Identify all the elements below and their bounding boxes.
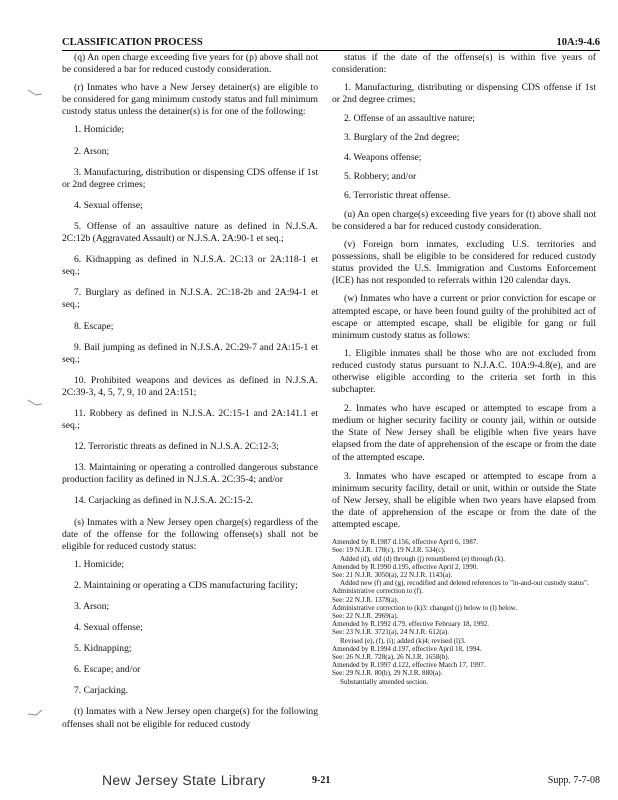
right-paragraph: status if the date of the offense(s) is within five years of consideration:: [332, 52, 596, 76]
left-list-item: 13. Maintaining or operating a controlled dangerous substance production facility as defined in N.J.S.A. 2C:35-4; and/or: [62, 462, 318, 486]
right-paragraph: (u) An open charge(s) exceeding five years for (t) above shall not be considered a bar for reduced custody consideration.: [332, 208, 596, 232]
header-section-title: CLASSIFICATION PROCESS: [62, 37, 203, 48]
right-paragraph: (v) Foreign born inmates, excluding U.S. territories and possessions, shall be eligible to be considered for reduced custody status provided the U.S. Immigration and Customs Enforcement (ICE) has not responded to referrals within 120 calendar days.: [332, 239, 596, 287]
right-list-item: 4. Weapons offense;: [344, 151, 422, 163]
right-list-item: 2. Inmates who have escaped or attempted to escape from a medium or higher security facility or county jail, within or outside the State of New Jersey shall be eligible when five years have elapsed from the date of apprehension of the escape or from the date of the attempted escape.: [332, 403, 596, 463]
history-note: See: 22 N.J.R. 1378(a).: [332, 595, 399, 604]
right-list-item: 1. Eligible inmates shall be those who are not excluded from reduced custody status pursuant to N.J.A.C. 10A:9-4.8(e), and are otherwise eligible according to the criteria set forth in this subchapter.: [332, 347, 596, 396]
left-paragraph: (q) An open charge exceeding five years for (p) above shall not be considered a bar for reduced custody consideration.: [62, 52, 318, 76]
left-list-item: 1. Homicide;: [74, 558, 125, 570]
history-note: Amended by R.1997 d.122, effective March 17, 1997.: [332, 661, 486, 670]
left-list-item: 5. Offense of an assaultive nature as defined in N.J.S.A. 2C:12b (Aggravated Assault) or N.J.S.A. 2A:90-1 et seq.;: [62, 220, 318, 245]
left-list-item: 1. Homicide;: [74, 124, 125, 136]
margin-mark: [26, 88, 44, 98]
page-footer: [102, 772, 600, 793]
history-note: Amended by R.1987 d.156, effective April 6, 1987.: [332, 538, 479, 547]
history-note: Administrative correction to (f).: [332, 587, 424, 596]
history-note: See: 23 N.J.R. 3721(a), 24 N.J.R. 612(a).: [332, 628, 450, 637]
history-note: Substantially amended section.: [340, 677, 429, 686]
right-list-item: 1. Manufacturing, distributing or dispensing CDS offense if 1st or 2nd degree crimes;: [332, 82, 596, 106]
left-list-item: 6. Kidnapping as defined in N.J.S.A. 2C:13 or 2A:118-1 et seq.;: [62, 254, 318, 278]
left-list-item: 14. Carjacking as defined in N.J.S.A. 2C:15-2.: [74, 495, 254, 507]
history-note: See: 19 N.J.R. 178(c), 19 N.J.R. 534(c).: [332, 546, 446, 555]
history-note: Administrative correction to (k)3: changed (j) below to (l) below.: [332, 603, 518, 612]
right-list-item: 5. Robbery; and/or: [344, 170, 417, 182]
left-list-item: 3. Arson;: [74, 601, 110, 612]
left-list-item: 11. Robbery as defined in N.J.S.A. 2C:15-1 and 2A:141.1 et seq.;: [62, 407, 318, 432]
history-note: Amended by R.1992 d.79, effective February 18, 1992.: [332, 620, 490, 629]
left-list-item: 3. Manufacturing, distribution or dispensing CDS offense if 1st or 2nd degree crimes;: [62, 166, 318, 190]
history-note: See: 22 N.J.R. 2969(a).: [332, 611, 399, 620]
right-list-item: 6. Terroristic threat offense.: [344, 189, 451, 201]
page-number: 9-21: [312, 775, 331, 786]
left-list-item: 9. Bail jumping as defined in N.J.S.A. 2C:29-7 and 2A:15-1 et seq.;: [62, 341, 318, 365]
left-column: [62, 52, 318, 737]
left-paragraph: (r) Inmates who have a New Jersey detainer(s) are eligible to be considered for gang minimum custody status and full minimum custody status unless the detainer(s) is for one of the following:: [62, 82, 318, 118]
left-list-item: 2. Maintaining or operating a CDS manufacturing facility;: [74, 579, 298, 591]
history-notes: [332, 538, 596, 686]
left-list-item: 7. Carjacking.: [74, 685, 129, 697]
history-note: Added new (f) and (g), recodified and deleted references to "in-and-out custody status".: [340, 579, 589, 588]
header-citation: 10A:9-4.6: [556, 37, 600, 48]
history-note: See: 21 N.J.R. 3050(a), 22 N.J.R. 1143(a).: [332, 570, 453, 579]
left-list-item: 5. Kidnapping;: [74, 643, 132, 655]
right-list-item: 3. Inmates who have escaped or attempted to escape from a minimum security facility, detail or unit, within or outside the State of New Jersey, shall be eligible when two years have elapsed from the date of apprehension of the escape or from the date of the attempted escape.: [332, 470, 596, 530]
right-list-item: 2. Offense of an assaultive nature;: [344, 113, 475, 125]
history-note: See: 29 N.J.R. 80(b), 29 N.J.R. 880(a).: [332, 669, 443, 678]
left-list-item: 2. Arson;: [74, 145, 110, 157]
left-list-item: 4. Sexual offense;: [74, 622, 143, 634]
running-header: [62, 30, 600, 51]
left-paragraph: (s) Inmates with a New Jersey open charge(s) regardless of the date of the offense for the following offense(s) shall not be eligible for reduced custody status:: [62, 516, 318, 552]
left-list-item: 7. Burglary as defined in N.J.S.A. 2C:18-2b and 2A:94-1 et seq.;: [62, 287, 318, 311]
supplement-date: Supp. 7-7-08: [547, 775, 600, 786]
history-note: Added (d), old (d) through (j) renumbered (e) through (k).: [340, 554, 505, 563]
right-column-paragraphs: [332, 52, 596, 531]
left-list-item: 6. Escape; and/or: [74, 664, 141, 676]
right-column: [332, 52, 596, 686]
left-list-item: 8. Escape;: [74, 320, 114, 332]
library-stamp: New Jersey State Library: [102, 772, 266, 788]
history-note: See: 26 N.J.R. 728(a), 26 N.J.R. 1658(b).: [332, 652, 450, 661]
left-list-item: 4. Sexual offense;: [74, 199, 143, 211]
margin-mark: [26, 708, 44, 718]
right-list-item: 3. Burglary of the 2nd degree;: [344, 132, 460, 144]
margin-mark: [26, 398, 44, 408]
history-note: Amended by R.1994 d.197, effective April 18, 1994.: [332, 644, 482, 653]
left-paragraph: (t) Inmates with a New Jersey open charge(s) for the following offenses shall not be eligible for reduced custody: [62, 706, 318, 730]
right-paragraph: (w) Inmates who have a current or prior conviction for escape or attempted escape, or have been found guilty of the prohibited act of escape or attempted escape, shall be eligible for gang or full minimum custody status as follows:: [332, 293, 596, 341]
history-note: Amended by R.1990 d.195, effective April 2, 1990.: [332, 562, 479, 571]
history-note: Revised (e), (f), (i); added (k)4; revised (l)3.: [340, 636, 466, 645]
left-list-item: 10. Prohibited weapons and devices as defined in N.J.S.A. 2C:39-3, 4, 5, 7, 9, 10 and 2A:151;: [62, 374, 318, 398]
left-list-item: 12. Terroristic threats as defined in N.J.S.A. 2C:12-3;: [74, 441, 279, 453]
